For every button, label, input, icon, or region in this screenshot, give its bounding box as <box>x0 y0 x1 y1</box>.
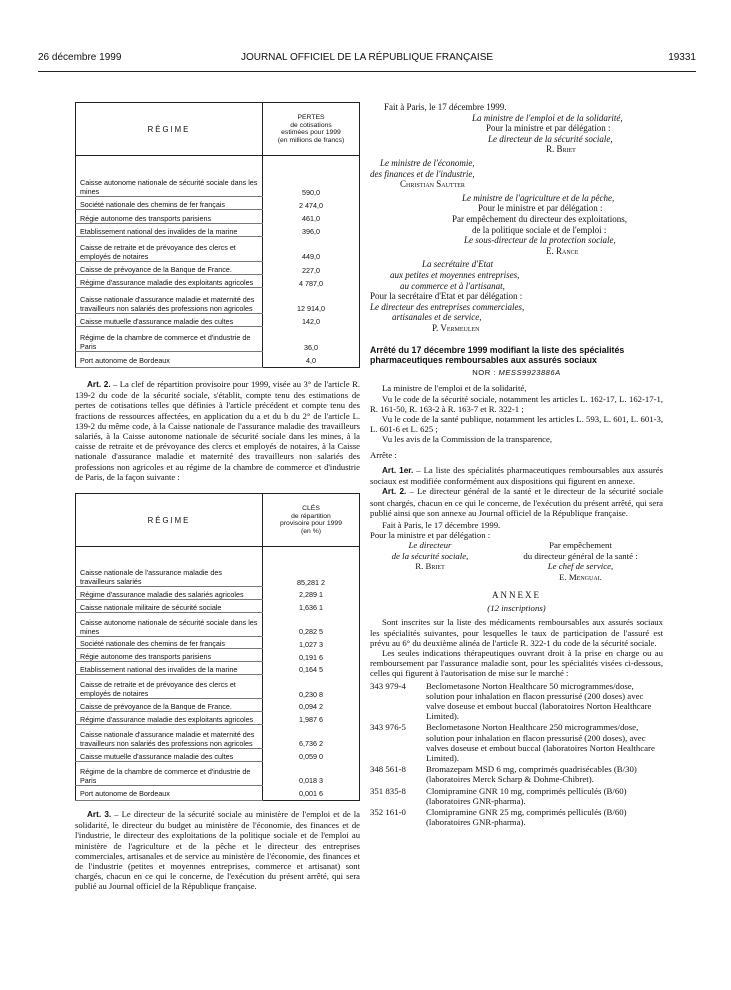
pertes-table-row <box>76 288 360 313</box>
cles-table-row-value: 0,059 0 <box>263 748 360 761</box>
cles-table-row-regime: Port autonome de Bordeaux <box>76 785 263 800</box>
nor-label: NOR : <box>472 368 496 378</box>
annexe-heading: ANNEXE <box>492 590 541 601</box>
cles-col-regime: RÉGIME <box>76 494 263 547</box>
cles-table-row-regime: Caisse de prévoyance de la Banque de France. <box>76 699 263 712</box>
cles-table-row-regime: Caisse de retraite et de prévoyance des clercs et employés de notaires <box>76 674 263 698</box>
cles-table-row <box>76 599 360 612</box>
sig-agri-politique: de la politique sociale et de l'emploi : <box>472 224 607 235</box>
pertes-table-row-value: 461,0 <box>263 210 360 223</box>
arrete-sig-right-3: Le chef de service, <box>547 561 614 572</box>
arrete-fait: Fait à Paris, le 17 décembre 1999. <box>382 519 501 530</box>
cles-table-row-value: 0,230 8 <box>263 674 360 698</box>
cles-table-row-value: 0,282 5 <box>263 612 360 636</box>
pertes-table-row-value: 142,0 <box>263 313 360 326</box>
specialite-text: Bromazepam MSD 6 mg, comprimés quadrisécables (B/30) (laboratoires Merck Scharp & Dohme-Chibret). <box>426 764 637 785</box>
pertes-table-row-regime: Société nationale des chemins de fer français <box>76 197 263 210</box>
article-3 <box>75 809 360 892</box>
sig-ministre-economie: Le ministre de l'économie, <box>380 157 475 168</box>
cles-table-body <box>76 547 360 801</box>
sig-directeur-entreprises-2: artisanales et de service, <box>392 312 482 323</box>
cles-table-row-value: 1,987 6 <box>263 711 360 724</box>
sig-agri-empechement: Par empêchement du directeur des exploitations, <box>452 213 627 224</box>
nor-code: MESS9923886A <box>498 368 561 378</box>
pertes-table-row-value: 4,0 <box>263 352 360 368</box>
sig-agri-delegation: Pour le ministre et par délégation : <box>478 203 603 214</box>
arrete-art1-text: – La liste des spécialités pharmaceutiques remboursables aux assurés sociaux est modifiée conformément aux dispositions qui figurent en annexe. <box>370 464 663 487</box>
cles-table-row-value: 6,736 2 <box>263 724 360 748</box>
signatures-block <box>370 102 663 333</box>
article-2-text: – La clef de répartition provisoire pour 1999, visée au 3° de l'article R. 139-2 du code de la sécurité sociale, s'établit, compte tenu des estimations de pertes de cotisations telles que définies à l'article précédent et compte tenu des fractions de ressources affectées, en application du a et du b du 2° de l'article L. 139-2 du même code, à la Caisse nationale de l'assurance maladie des travailleurs salariés, à la Caisse autonome nationale de sécurité sociale dans les mines, à la caisse de retraite et de prévoyance des clercs et employés de notaires, à la Caisse nationale d'assurance maladie et maternité des travailleurs non salariés des professions non agricoles et au régime de la chambre de commerce et d'industrie de Paris, de la façon suivante : <box>75 379 360 482</box>
left-column <box>75 102 360 892</box>
cles-table-row-value: 2,289 1 <box>263 587 360 600</box>
arrete-signatures <box>370 540 663 580</box>
cles-table-row <box>76 563 360 587</box>
pertes-table-row-value: 4 787,0 <box>263 275 360 288</box>
sig-directeur-secu: Le directeur de la sécurité sociale, <box>488 133 613 144</box>
pertes-table-row-regime: Etablissement national des invalides de la marine <box>76 223 263 236</box>
sig-name-rance: E. Rance <box>546 245 579 256</box>
cles-table-row-regime: Société nationale des chemins de fer français <box>76 636 263 649</box>
arrete-sig-left-1: Le directeur <box>408 540 452 551</box>
arrete-sig-right <box>498 540 663 582</box>
specialite-text: Beclometasone Norton Healthcare 50 microgrammes/dose, solution pour inhalation en flacon pressurisé (200 doses) avec valve doseuse et embout buccal (laboratoires Norton Healthcare Limited). <box>426 680 652 722</box>
specialite-item <box>370 681 663 722</box>
pertes-table-row <box>76 172 360 197</box>
arrete-p3: Vu le code de la santé publique, notamment les articles L. 593, L. 601, L. 601-3, L. 601-6 et L. 625 ; <box>370 414 663 435</box>
pertes-table-row-value: 396,0 <box>263 223 360 236</box>
cles-table-row-regime: Régime d'assurance maladie des exploitants agricoles <box>76 711 263 724</box>
cles-table-row-value: 1,636 1 <box>263 599 360 612</box>
arrete-body <box>370 383 663 827</box>
cles-table-row-regime: Régie autonome des transports parisiens <box>76 649 263 662</box>
sig-name-briet: R. Briet <box>546 144 576 155</box>
cles-table-row-regime: Régime de la chambre de commerce et d'industrie de Paris <box>76 761 263 785</box>
annexe-inscriptions: (12 inscriptions) <box>487 603 546 614</box>
pertes-table-row <box>76 326 360 351</box>
arrete-sig-right-2: du directeur général de la santé : <box>523 550 638 561</box>
cles-col-value: CLÉS de répartition provisoire pour 1999 (en %) <box>263 494 360 547</box>
cles-table-row <box>76 748 360 761</box>
header-rule <box>38 71 696 72</box>
pertes-table-row-regime: Caisse nationale d'assurance maladie et maternité des travailleurs non salariés des professions non agricoles <box>76 288 263 313</box>
cles-table-row-value: 85,281 2 <box>263 563 360 587</box>
pertes-table <box>75 102 360 368</box>
cles-table-row-value: 0,191 6 <box>263 649 360 662</box>
pertes-table-row <box>76 313 360 326</box>
pertes-table-row <box>76 197 360 210</box>
header-date: 26 décembre 1999 <box>38 52 122 63</box>
cles-table-row-value: 0,164 5 <box>263 662 360 675</box>
article-3-label: Art. 3. <box>87 810 112 820</box>
pertes-table-row-value: 36,0 <box>263 326 360 351</box>
cles-table-row-regime: Régime d'assurance maladie des salariés agricoles <box>76 587 263 600</box>
pertes-table-row-regime: Caisse mutuelle d'assurance maladie des cultes <box>76 313 263 326</box>
specialites-list <box>370 681 663 828</box>
pertes-table-row <box>76 210 360 223</box>
cles-table-row-value: 1,027 3 <box>263 636 360 649</box>
arrete-sig-left-name: R. Briet <box>415 561 445 572</box>
sig-name-sautter: Christian Sautter <box>400 179 465 190</box>
pertes-table-spacer-row <box>76 156 360 173</box>
cles-table-row <box>76 587 360 600</box>
specialite-text: Clomipramine GNR 25 mg, comprimés pelliculés (B/60) (laboratoires GNR-pharma). <box>426 806 627 828</box>
annexe-p1: Sont inscrites sur la liste des médicaments remboursables aux assurés sociaux les spécialités suivantes, pour lesquelles le taux de participation de l'assuré est prévu au 6° du deuxième alinéa de l'article R. 322-1 du code de la sécurité sociale. <box>370 617 663 648</box>
page-header <box>38 52 696 66</box>
cles-table-row-value: 0,018 3 <box>263 761 360 785</box>
nor-line <box>370 368 663 377</box>
cles-table-row <box>76 724 360 748</box>
pertes-table-row <box>76 236 360 261</box>
pertes-table-row <box>76 261 360 274</box>
sig-ministre-economie-2: des finances et de l'industrie, <box>370 168 475 179</box>
sig-secretaire: La secrétaire d'Etat <box>422 259 494 270</box>
annexe-p2: Les seules indications thérapeutiques ouvrant droit à la prise en charge ou au remboursement par l'assurance maladie sont, pour les spécialités visées ci-dessous, celles qui figurent à l'autorisation de mise sur le marché : <box>370 647 663 679</box>
arrete-sig-left <box>370 540 490 571</box>
arrete-art2-label: Art. 2. <box>382 487 407 497</box>
pertes-table-row-regime: Régie autonome des transports parisiens <box>76 210 263 223</box>
cles-table-row-regime: Caisse mutuelle d'assurance maladie des cultes <box>76 748 263 761</box>
arrete-title: Arrêté du 17 décembre 1999 modifiant la liste des spécialités pharmaceutiques remboursables aux assurés sociaux <box>370 345 625 366</box>
article-2 <box>75 379 360 482</box>
specialite-code: 348 561-8 <box>370 764 406 775</box>
pertes-table-row <box>76 223 360 236</box>
specialite-code: 351 835-8 <box>370 785 406 796</box>
specialite-code: 352 161-0 <box>370 806 406 817</box>
cles-table-row <box>76 612 360 636</box>
arrete-word: Arrête : <box>370 449 397 460</box>
fait-line: Fait à Paris, le 17 décembre 1999. <box>384 102 507 112</box>
cles-table-row <box>76 785 360 800</box>
specialite-item <box>370 807 663 827</box>
pertes-table-row-regime: Régime de la chambre de commerce et d'industrie de Paris <box>76 326 263 351</box>
header-page-number: 19331 <box>668 52 696 63</box>
pertes-table-row-regime: Caisse de prévoyance de la Banque de France. <box>76 261 263 274</box>
pertes-table-row-value: 449,0 <box>263 236 360 261</box>
cles-table-row-value: 0,001 6 <box>263 785 360 800</box>
pertes-table-row-value: 12 914,0 <box>263 288 360 313</box>
article-3-text: – Le directeur de la sécurité sociale au ministère de l'emploi et de la solidarité, le directeur du budget au ministère de l'économie, des finances et de l'industrie, le directeur des exploitations de la politique sociale et de l'emploi au ministère de l'agriculture et de la pêche et le directeur des entreprises commerciales, artisanales et de service au ministère de l'économie, des finances et de l'industrie (petites et moyennes entreprises, commerce et artisanat) sont chargés, chacun en ce qui le concerne, de l'exécution du présent arrêté, qui sera publié au Journal officiel de la République française. <box>75 809 360 892</box>
sig-directeur-entreprises: Le directeur des entreprises commerciales, <box>370 301 525 312</box>
specialite-item <box>370 722 663 763</box>
arrete-art1-label: Art. 1er. <box>382 465 414 475</box>
pertes-table-row-value: 2 474,0 <box>263 197 360 210</box>
sig-ministre-emploi: La ministre de l'emploi et de la solidarité, <box>472 112 623 123</box>
cles-table-row <box>76 662 360 675</box>
pertes-table-body <box>76 156 360 368</box>
pertes-table-row-value: 227,0 <box>263 261 360 274</box>
cles-table-row <box>76 699 360 712</box>
cles-table-row-regime: Caisse autonome nationale de sécurité sociale dans les mines <box>76 612 263 636</box>
cles-table-row <box>76 711 360 724</box>
arrete-p4: Vu les avis de la Commission de la transparence, <box>382 434 553 445</box>
arrete-sig-right-1: Par empêchement <box>549 540 612 551</box>
cles-table-spacer-row <box>76 547 360 564</box>
arrete-art2-text: – Le directeur général de la santé et le directeur de la sécurité sociale sont chargés, chacun en ce qui le concerne, de l'exécution du présent arrêté, qui sera publié ainsi que son annexe au Journal officiel de la République française. <box>370 486 663 518</box>
cles-table-row-regime: Caisse nationale d'assurance maladie et maternité des travailleurs non salariés des professions non agricoles <box>76 724 263 748</box>
pertes-table-row-value: 590,0 <box>263 172 360 197</box>
cles-table-row <box>76 674 360 698</box>
sig-delegation: Pour la ministre et par délégation : <box>486 123 611 134</box>
arrete-p1: La ministre de l'emploi et de la solidarité, <box>382 383 527 394</box>
pertes-table-row-regime: Caisse autonome nationale de sécurité sociale dans les mines <box>76 172 263 197</box>
article-2-label: Art. 2. <box>87 380 111 389</box>
arrete-sig-left-2: de la sécurité sociale, <box>391 550 469 561</box>
specialite-text: Clomipramine GNR 10 mg, comprimés pelliculés (B/60) (laboratoires GNR-pharma). <box>426 785 627 806</box>
pertes-col-value: PERTES de cotisations estimées pour 1999 (en millions de francs) <box>263 103 360 156</box>
cles-table-row-regime: Caisse nationale militaire de sécurité sociale <box>76 599 263 612</box>
sig-secretaire-delegation: Pour la secrétaire d'Etat et par délégation : <box>370 291 523 302</box>
sig-secretaire-2: aux petites et moyennes entreprises, <box>390 269 520 280</box>
arrete-p2: Vu le code de la sécurité sociale, notamment les articles L. 162-17, L. 162-17-1, R. 161-50, R. 163-2 à R. 163-7 et R. 322-1 ; <box>370 393 663 414</box>
cles-table-row-regime: Etablissement national des invalides de la marine <box>76 662 263 675</box>
arrete-art2 <box>370 486 663 518</box>
specialite-item <box>370 786 663 806</box>
cles-table-row-value: 0,094 2 <box>263 699 360 712</box>
cles-table-row <box>76 761 360 785</box>
cles-table <box>75 493 360 801</box>
right-column <box>370 102 663 828</box>
arrete-art1 <box>370 465 663 486</box>
pertes-col-regime: RÉGIME <box>76 103 263 156</box>
sig-secretaire-3: au commerce et à l'artisanat, <box>400 280 505 291</box>
header-journal-title: JOURNAL OFFICIEL DE LA RÉPUBLIQUE FRANÇAISE <box>240 52 494 63</box>
cles-table-row <box>76 649 360 662</box>
pertes-table-row-regime: Port autonome de Bordeaux <box>76 352 263 368</box>
arrete-sig-right-name: E. Menguai. <box>559 571 602 582</box>
specialite-text: Beclometasone Norton Healthcare 250 microgrammes/dose, solution pour inhalation en flacon pressurisé (200 doses), avec valves doseuse et embout buccal (laboratoires Norton Healthcare Limited). <box>426 722 655 763</box>
sig-name-vermeulen: P. Vermeulen <box>432 322 480 333</box>
cles-table-row <box>76 636 360 649</box>
pertes-table-row-regime: Régime d'assurance maladie des exploitants agricoles <box>76 275 263 288</box>
sig-ministre-agriculture: Le ministre de l'agriculture et de la pêche, <box>462 192 615 203</box>
cles-table-row-regime: Caisse nationale de l'assurance maladie des travailleurs salariés <box>76 563 263 587</box>
pertes-table-row <box>76 352 360 368</box>
arrete-pour: Pour la ministre et par délégation : <box>370 530 491 541</box>
specialite-code: 343 979-4 <box>370 680 406 691</box>
pertes-table-row <box>76 275 360 288</box>
specialite-item <box>370 764 663 784</box>
sig-sous-directeur: Le sous-directeur de la protection sociale, <box>464 235 616 246</box>
pertes-table-row-regime: Caisse de retraite et de prévoyance des clercs et employés de notaires <box>76 236 263 261</box>
specialite-code: 343 976-5 <box>370 722 406 733</box>
